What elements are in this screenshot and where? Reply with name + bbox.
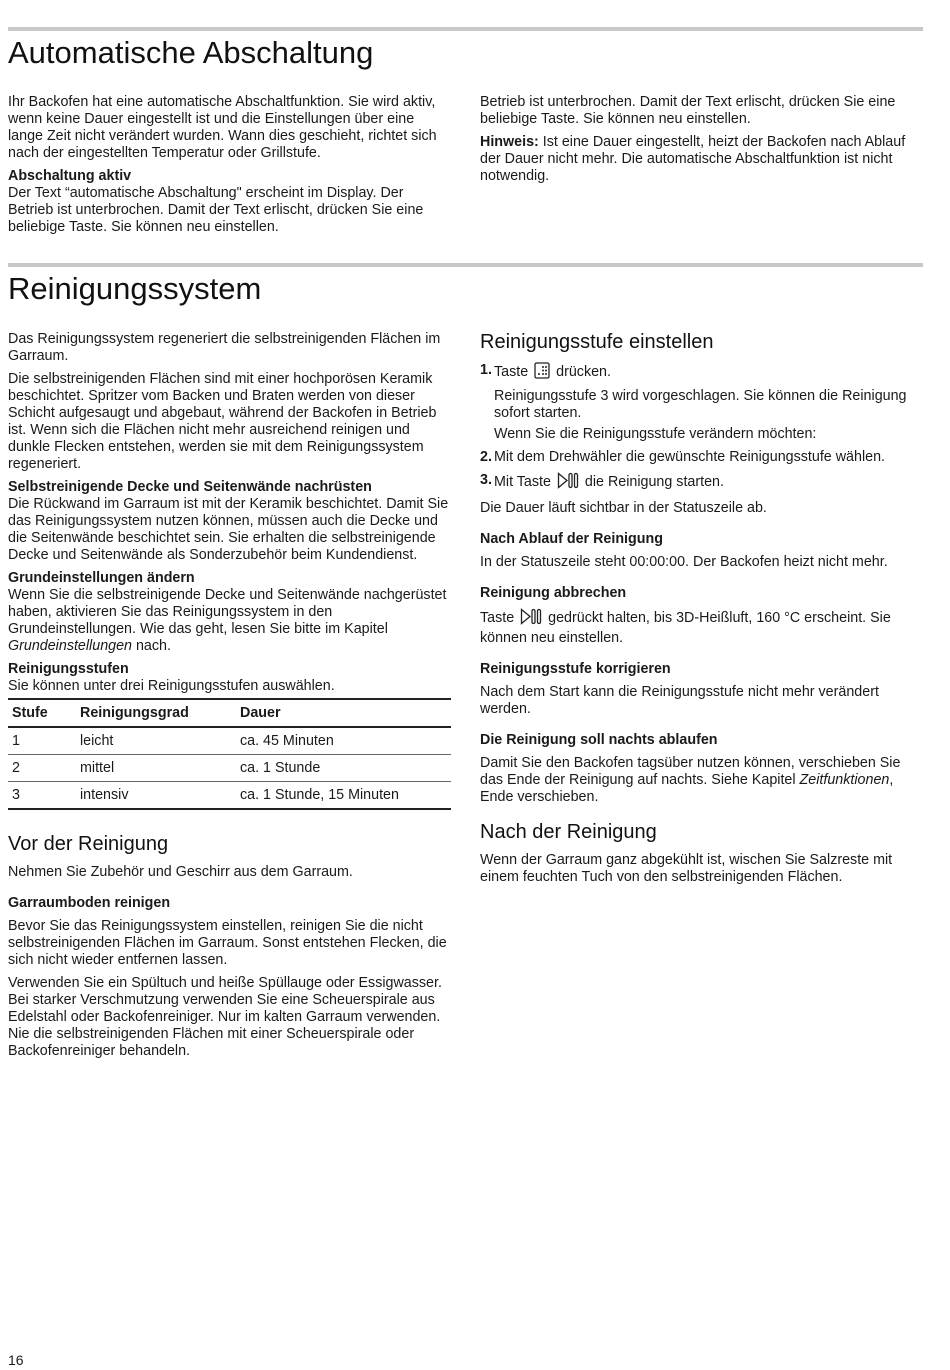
- text-run: nach.: [132, 638, 171, 654]
- heading-nach-der-reinigung: Nach der Reinigung: [480, 821, 657, 843]
- table-cell: ca. 1 Stunde, 15 Minuten: [236, 782, 451, 810]
- table-header-cell: Dauer: [236, 699, 451, 727]
- paragraph-nachruesten: Die Rückwand im Garraum ist mit der Keramik beschichtet. Damit Sie das Reinigungssystem nutzen können, müssen auch die Decke und die Seitenwände beschichtet sein. Sie erhalten die selbstreinigende Decke und Seitenwände als Sonderzubehör beim Kundendienst.: [8, 496, 449, 563]
- step-item-1: [480, 362, 924, 443]
- paragraph-garraumboden-2: Verwenden Sie ein Spültuch und heiße Spüllauge oder Essigwasser. Bei starker Verschmutzung verwenden Sie eine Scheuerspirale aus Edelstahl oder Backofenreiniger. Nur im kalten Garraum verwenden. Nie die selbstreinigenden Flächen mit einer Scheuerspirale oder Backofenreiniger behandeln.: [8, 975, 442, 1059]
- subheading-nachruesten: Selbstreinigende Decke und Seitenwände nachrüsten: [8, 479, 372, 495]
- text-run: Wenn Sie die selbstreinigende Decke und Seitenwände nachgerüstet haben, aktivieren Sie das Reinigungssystem in den Grundeinstellungen. Wie das geht, lesen Sie bitte im Kapitel: [8, 587, 447, 637]
- table-cell: leicht: [76, 727, 236, 755]
- reinigungsstufen-table: [8, 698, 451, 810]
- abschaltung-left-column: [8, 94, 451, 235]
- heading-reinigungsstufe-einstellen: Reinigungsstufe einstellen: [480, 331, 714, 353]
- step-text: [494, 362, 924, 384]
- text-run: Taste: [494, 364, 533, 380]
- step-number: 2.: [480, 449, 492, 465]
- intro-paragraph-2: Die selbstreinigenden Flächen sind mit einer hochporösen Keramik beschichtet. Spritzer vom Backen und Braten werden von dieser Schicht aufgesaugt und abgebaut, während der Backofen in Betrieb ist. Wenn sich die Flächen nicht mehr ausreichend reinigen und dunkle Flecken entstehen, werden sie mit dem Reinigungssystem regeneriert.: [8, 371, 437, 472]
- heading-vor-der-reinigung: Vor der Reinigung: [8, 833, 169, 855]
- text-run: Mit Taste: [494, 474, 555, 490]
- table-cell: ca. 1 Stunde: [236, 755, 451, 782]
- hint-paragraph: [480, 134, 920, 185]
- table-row: [8, 727, 451, 755]
- section-divider-reinigung: [8, 263, 923, 267]
- table-header-cell: Stufe: [8, 699, 76, 727]
- step-item-2: [480, 449, 924, 466]
- table-header-row: [8, 699, 451, 727]
- text-run: Damit Sie den Backofen tagsüber nutzen können, verschieben Sie das Ende der Reinigung auf nachts. Siehe Kapitel: [480, 755, 901, 788]
- reinigung-left-column: [8, 331, 451, 1066]
- cleaning-mode-key-icon: [534, 362, 550, 384]
- section-divider-top: [8, 27, 923, 31]
- table-cell: ca. 45 Minuten: [236, 727, 451, 755]
- paragraph-nachts: [480, 755, 924, 806]
- step-item-3: [480, 472, 924, 494]
- text-run: gedrückt halten, bis 3D-Heißluft, 160 °C erscheint. Sie können neu einstellen.: [480, 610, 891, 646]
- paragraph-reinigungsstufen: Sie können unter drei Reinigungsstufen auswählen.: [8, 678, 335, 694]
- subheading-grundeinstellungen: Grundeinstellungen ändern: [8, 570, 195, 586]
- paragraph-display-text-continued: Betrieb ist unterbrochen. Damit der Text erlischt, drücken Sie eine beliebige Taste. Sie können neu einstellen.: [480, 94, 896, 127]
- table-cell: 2: [8, 755, 76, 782]
- step-number: 3.: [480, 472, 492, 488]
- paragraph-garraumboden-1: Bevor Sie das Reinigungssystem einstellen, reinigen Sie die nicht selbstreinigenden Flächen im Garraum. Sonst entstehen Flecken, die sich nicht wieder entfernen lassen.: [8, 918, 447, 968]
- step-text: Reinigungsstufe 3 wird vorgeschlagen. Sie können die Reinigung sofort starten.: [494, 388, 907, 421]
- text-run: Taste: [480, 610, 519, 626]
- paragraph-reinigung-abbrechen: [480, 608, 924, 647]
- subheading-reinigung-abbrechen: Reinigung abbrechen: [480, 585, 627, 601]
- step-content: [494, 362, 924, 443]
- paragraph: Ihr Backofen hat eine automatische Abschaltfunktion. Sie wird aktiv, wenn keine Dauer eingestellt ist und die Einstellungen über eine lange Zeit nicht verändert wurden. Wann dies geschieht, richtet sich nach der eingestellten Temperatur oder Grillstufe.: [8, 94, 437, 161]
- paragraph-display-text: Der Text “automatische Abschaltung" erscheint im Display. Der Betrieb ist unterbrochen. Damit der Text erlischt, drücken Sie eine beliebige Taste. Sie können neu einstellen.: [8, 185, 424, 235]
- chapter-reference-grundeinstellungen: Grundeinstellungen: [8, 638, 132, 654]
- table-cell: 1: [8, 727, 76, 755]
- table-header-cell: Reinigungsgrad: [76, 699, 236, 727]
- table-cell: 3: [8, 782, 76, 810]
- table-cell: intensiv: [76, 782, 236, 810]
- subheading-reinigungsstufen: Reinigungsstufen: [8, 661, 129, 677]
- step-list: [480, 362, 924, 494]
- start-stop-key-icon: [557, 472, 579, 494]
- step-text: Mit dem Drehwähler die gewünschte Reinigungsstufe wählen.: [494, 449, 885, 465]
- hint-label: Hinweis:: [480, 134, 539, 150]
- subheading-abschaltung-aktiv: Abschaltung aktiv: [8, 168, 132, 184]
- heading-automatische-abschaltung: Automatische Abschaltung: [8, 35, 374, 70]
- heading-reinigungssystem: Reinigungssystem: [8, 271, 262, 306]
- paragraph-nach-der-reinigung: Wenn der Garraum ganz abgekühlt ist, wischen Sie Salzreste mit einem feuchten Tuch von den selbstreinigenden Flächen.: [480, 852, 893, 885]
- subheading-nach-ablauf: Nach Ablauf der Reinigung: [480, 531, 663, 547]
- abschaltung-right-column: [480, 94, 920, 191]
- step-content: [494, 472, 924, 494]
- paragraph-zubehoer: Nehmen Sie Zubehör und Geschirr aus dem Garraum.: [8, 864, 353, 880]
- subheading-nachts: Die Reinigung soll nachts ablaufen: [480, 732, 718, 748]
- paragraph-korrigieren: Nach dem Start kann die Reinigungsstufe nicht mehr verändert werden.: [480, 684, 879, 717]
- reinigung-right-column: [480, 330, 924, 892]
- text-run: die Reinigung starten.: [580, 474, 724, 490]
- table-cell: mittel: [76, 755, 236, 782]
- table-row: [8, 782, 451, 810]
- subheading-reinigungsstufe-korrigieren: Reinigungsstufe korrigieren: [480, 661, 671, 677]
- text-run: drücken.: [552, 364, 611, 380]
- step-number: 1.: [480, 362, 492, 378]
- text-run: , Ende verschieben.: [480, 772, 894, 805]
- chapter-reference-zeitfunktionen: Zeitfunktionen: [799, 772, 890, 788]
- paragraph-dauer: Die Dauer läuft sichtbar in der Statuszeile ab.: [480, 500, 767, 516]
- step-text: Wenn Sie die Reinigungsstufe verändern möchten:: [494, 426, 817, 442]
- paragraph-grundeinstellungen: [8, 587, 451, 655]
- subheading-garraumboden: Garraumboden reinigen: [8, 895, 171, 911]
- table-row: [8, 755, 451, 782]
- start-stop-key-icon: [520, 608, 542, 630]
- page-number: 16: [8, 1352, 24, 1368]
- intro-paragraph-1: Das Reinigungssystem regeneriert die selbstreinigenden Flächen im Garraum.: [8, 331, 441, 364]
- paragraph-nach-ablauf: In der Statuszeile steht 00:00:00. Der Backofen heizt nicht mehr.: [480, 554, 888, 570]
- hint-text: Ist eine Dauer eingestellt, heizt der Backofen nach Ablauf der Dauer nicht mehr. Die automatische Abschaltfunktion ist nicht notwendig.: [480, 134, 906, 184]
